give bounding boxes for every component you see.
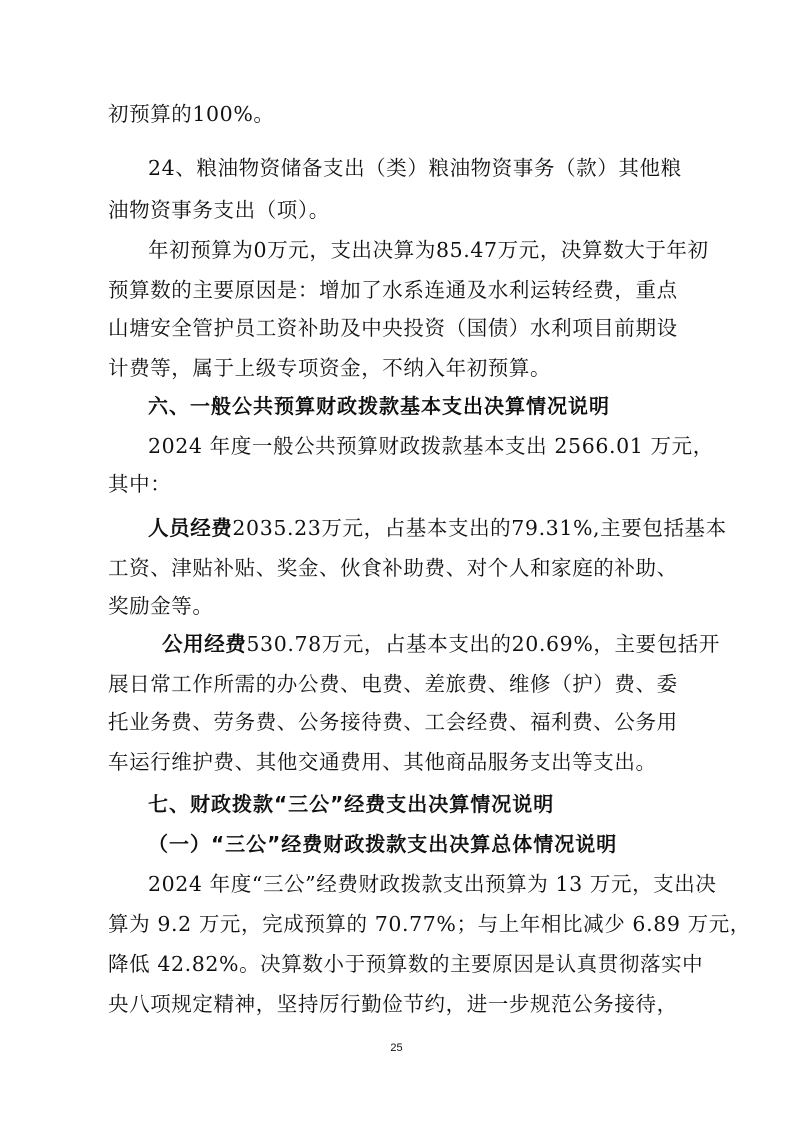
text-line: 工资、津贴补贴、奖金、伙食补助费、对个人和家庭的补助、 [108, 556, 678, 580]
text-line: 降低 42.82%。决算数小于预算数的主要原因是认真贯彻落实中 [108, 952, 704, 976]
text-line: 山塘安全管护员工资补助及中央投资（国债）水利项目前期设 [108, 316, 678, 340]
subsection-heading: （一）“三公”经费财政拨款支出决算总体情况说明 [148, 832, 618, 856]
text-line: 托业务费、劳务费、公务接待费、工会经费、福利费、公务用 [108, 710, 678, 734]
text-line: 央八项规定精神，坚持厉行勤俭节约，进一步规范公务接待， [108, 992, 678, 1016]
text-line: 车运行维护费、其他交通费用、其他商品服务支出等支出。 [108, 750, 657, 774]
text-run: 2035.23万元，占基本支出的79.31%,主要包括基本 [232, 516, 727, 540]
text-line: 2024 年度一般公共预算财政拨款基本支出 2566.01 万元， [148, 434, 714, 458]
text-line: 算为 9.2 万元，完成预算的 70.77%；与上年相比减少 6.89 万元， [108, 912, 751, 936]
text-line [162, 630, 721, 658]
text-line: 展日常工作所需的办公费、电费、差旅费、维修（护）费、委 [108, 672, 678, 696]
text-line: 油物资事务支出（项）。 [108, 198, 330, 222]
section-heading: 六、一般公共预算财政拨款基本支出决算情况说明 [148, 394, 610, 418]
text-line: 其中： [108, 472, 172, 496]
text-line: 24、粮油物资储备支出（类）粮油物资事务（款）其他粮 [148, 156, 682, 180]
bold-term: 公用经费 [162, 632, 247, 656]
text-line: 预算数的主要原因是：增加了水系连通及水利运转经费，重点 [108, 278, 678, 302]
text-line: 计费等，属于上级专项资金，不纳入年初预算。 [108, 356, 552, 380]
text-line: 初预算的100%。 [108, 102, 275, 126]
bold-term: 人员经费 [148, 516, 233, 540]
section-heading: 七、财政拨款“三公”经费支出决算情况说明 [148, 792, 555, 816]
text-run: 530.78万元，占基本支出的20.69%，主要包括开 [246, 632, 721, 656]
text-line: 年初预算为0万元，支出决算为85.47万元，决算数大于年初 [148, 238, 709, 262]
page-number: 25 [390, 1042, 403, 1054]
text-line: 2024 年度“三公”经费财政拨款支出预算为 13 万元，支出决 [148, 872, 717, 896]
text-line: 奖励金等。 [108, 594, 214, 618]
text-line [148, 514, 727, 542]
